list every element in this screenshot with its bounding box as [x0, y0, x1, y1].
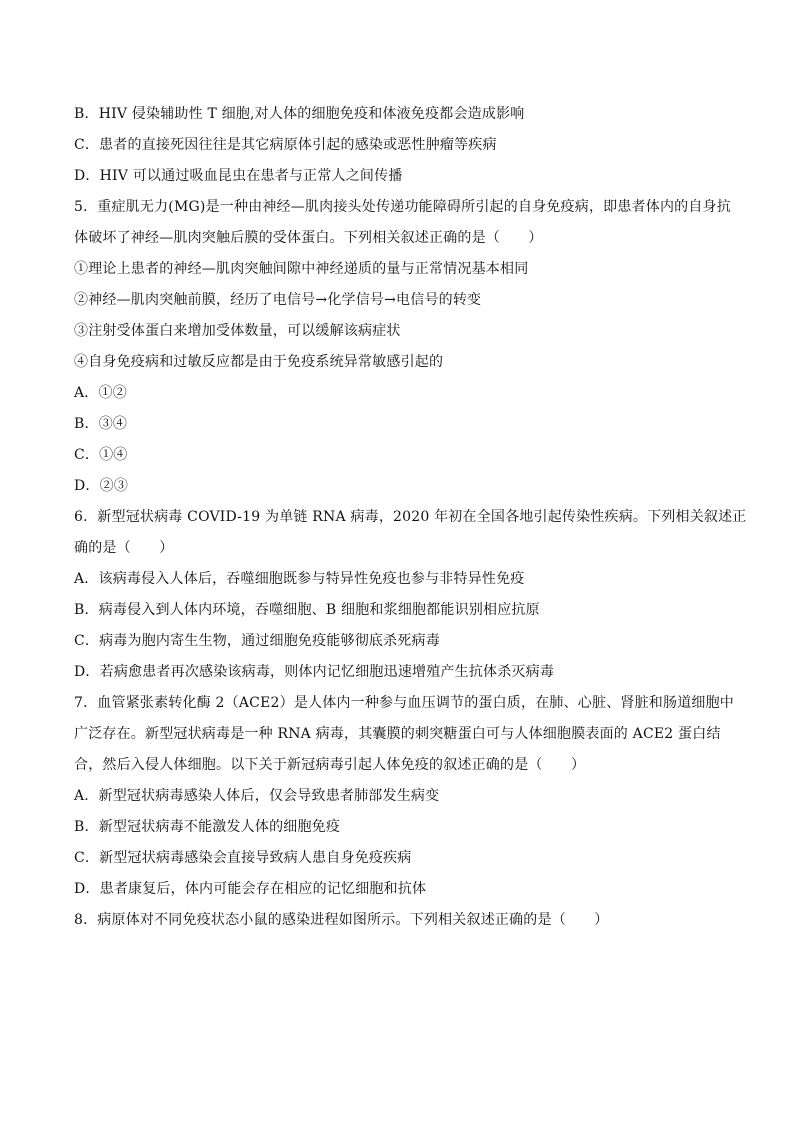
statement-4: ④自身免疫病和过敏反应都是由于免疫系统异常敏感引起的 [74, 354, 444, 370]
question-7-stem: 广泛存在。新型冠状病毒是一种 RNA 病毒，其囊膜的刺突糖蛋白可与人体细胞膜表面的 ACE2 蛋白结 [74, 726, 721, 742]
statement-3: ③注射受体蛋白来增加受体数量，可以缓解该病症状 [74, 323, 401, 339]
text-line: D．HIV 可以通过吸血昆虫在患者与正常人之间传播 [74, 168, 403, 184]
option-a: A．①② [74, 385, 127, 401]
option-b: B．新型冠状病毒不能激发人体的细胞免疫 [74, 819, 341, 835]
option-c: C．①④ [74, 447, 128, 463]
statement-1: ①理论上患者的神经—肌肉突触间隙中神经递质的量与正常情况基本相同 [74, 261, 529, 277]
option-d: D．②③ [74, 478, 129, 494]
question-6-stem: 6．新型冠状病毒 COVID-19 为单链 RNA 病毒，2020 年初在全国各地引起传染性疾病。下列相关叙述正 [74, 509, 747, 525]
option-c: C．病毒为胞内寄生生物，通过细胞免疫能够彻底杀死病毒 [74, 633, 440, 649]
question-5-stem: 体破坏了神经—肌肉突触后膜的受体蛋白。下列相关叙述正确的是（ ） [74, 230, 543, 246]
question-5-stem: 5．重症肌无力(MG)是一种由神经—肌肉接头处传递功能障碍所引起的自身免疫病，即患者体内的自身抗 [74, 199, 731, 215]
statement-2: ②神经—肌肉突触前膜，经历了电信号→化学信号→电信号的转变 [74, 292, 482, 308]
option-a: A．新型冠状病毒感染人体后，仅会导致患者肺部发生病变 [74, 788, 440, 804]
question-7-stem: 合，然后入侵人体细胞。以下关于新冠病毒引起人体免疫的叙述正确的是（ ） [74, 757, 586, 773]
question-text-block [74, 99, 747, 936]
option-d: D．若病愈患者再次感染该病毒，则体内记忆细胞迅速增殖产生抗体杀灭病毒 [74, 664, 555, 680]
question-7-stem: 7．血管紧张素转化酶 2（ACE2）是人体内一种参与血压调节的蛋白质，在肺、心脏、肾脏和肠道细胞中 [74, 695, 735, 711]
question-6-stem: 确的是（ ） [74, 540, 174, 556]
question-8-stem: 8．病原体对不同免疫状态小鼠的感染进程如图所示。下列相关叙述正确的是（ ） [74, 912, 609, 928]
option-b: B．③④ [74, 416, 128, 432]
option-a: A．该病毒侵入人体后，吞噬细胞既参与特异性免疫也参与非特异性免疫 [74, 571, 525, 587]
text-line: C．患者的直接死因往往是其它病原体引起的感染或恶性肿瘤等疾病 [74, 137, 497, 153]
option-b: B．病毒侵入到人体内环境，吞噬细胞、B 细胞和浆细胞都能识别相应抗原 [74, 602, 540, 618]
text-line: B．HIV 侵染辅助性 T 细胞,对人体的细胞免疫和体液免疫都会造成影响 [74, 106, 525, 122]
option-c: C．新型冠状病毒感染会直接导致病人患自身免疫疾病 [74, 850, 412, 866]
option-d: D．患者康复后，体内可能会存在相应的记忆细胞和抗体 [74, 881, 427, 897]
